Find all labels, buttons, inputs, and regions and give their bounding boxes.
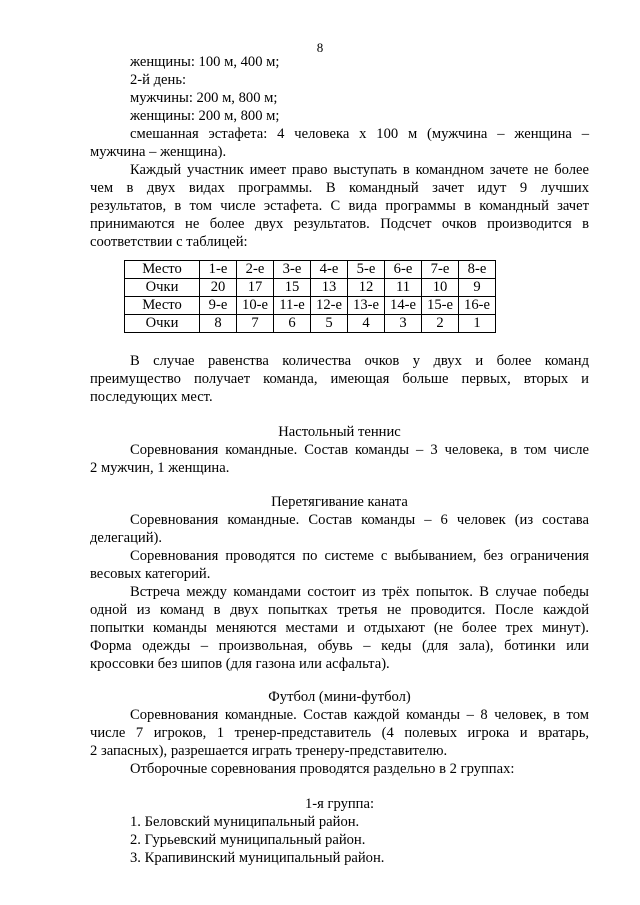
list-item: 3. Крапивинский муниципальный район. <box>130 850 385 866</box>
table-cell: 16-е <box>459 297 496 315</box>
body-line: попытки команды меняются местами и отдыхают (не более трех минут). <box>90 620 589 636</box>
table-cell: 8 <box>200 315 237 333</box>
table-row <box>125 315 496 333</box>
group-heading: 1-я группа: <box>304 796 375 812</box>
section-heading: Перетягивание каната <box>271 494 408 510</box>
table-cell: 15 <box>274 279 311 297</box>
body-line: Соревнования командные. Состав команды – 3 человека, в том числе <box>130 442 589 458</box>
team-paragraph-line: чем в двух видах программы. В командный зачет идут 9 лучших <box>90 180 589 196</box>
body-line: 2 мужчин, 1 женщина. <box>90 460 230 476</box>
table-cell: 3 <box>385 315 422 333</box>
table-row <box>125 297 496 315</box>
body-line: Встреча между командами состоит из трёх попыток. В случае победы <box>130 584 589 600</box>
relay-line: смешанная эстафета: 4 человека х 100 м (мужчина – женщина – <box>130 126 589 142</box>
table-cell: 11-е <box>274 297 311 315</box>
list-item: 2. Гурьевский муниципальный район. <box>130 832 366 848</box>
table-cell: 9 <box>459 279 496 297</box>
table-cell: Место <box>125 297 200 315</box>
body-line: Соревнования командные. Состав каждой команды – 8 человек, в том <box>130 707 589 723</box>
body-line: 2 запасных), разрешается играть тренеру-представителю. <box>90 743 448 759</box>
body-line: Отборочные соревнования проводятся раздельно в 2 группах: <box>130 761 515 777</box>
team-paragraph-line: соответствии с таблицей: <box>90 234 248 250</box>
table-cell: 11 <box>385 279 422 297</box>
schedule-line: женщины: 100 м, 400 м; <box>130 54 280 70</box>
body-line: кроссовки без шипов (для газона или асфальта). <box>90 656 390 672</box>
team-paragraph-line: результатов, в том числе эстафета. С вида программы в командный зачет <box>90 198 589 214</box>
schedule-line: женщины: 200 м, 800 м; <box>130 108 280 124</box>
team-paragraph-line: принимаются не более двух результатов. Подсчет очков производится в <box>90 216 589 232</box>
table-cell: 6 <box>274 315 311 333</box>
score-table <box>124 260 496 333</box>
table-cell: 6-е <box>385 261 422 279</box>
table-cell: 2-е <box>237 261 274 279</box>
table-cell: 14-е <box>385 297 422 315</box>
table-cell: 2 <box>422 315 459 333</box>
body-line: делегаций). <box>90 530 163 546</box>
table-cell: Очки <box>125 279 200 297</box>
table-cell: 3-е <box>274 261 311 279</box>
list-item: 1. Беловский муниципальный район. <box>130 814 360 830</box>
body-line: Соревнования командные. Состав команды – 6 человек (из состава <box>130 512 589 528</box>
table-cell: 12-е <box>311 297 348 315</box>
table-row <box>125 279 496 297</box>
table-cell: 7 <box>237 315 274 333</box>
table-cell: 13-е <box>348 297 385 315</box>
tie-paragraph-line: преимущество получает команда, имеющая больше первых, вторых и <box>90 371 589 387</box>
schedule-line: 2-й день: <box>130 72 187 88</box>
table-cell: 20 <box>200 279 237 297</box>
table-cell: 17 <box>237 279 274 297</box>
table-cell: 4-е <box>311 261 348 279</box>
body-line: одной из команд в двух попытках третья не проводится. После каждой <box>90 602 589 618</box>
table-cell: Место <box>125 261 200 279</box>
schedule-line: мужчины: 200 м, 800 м; <box>130 90 278 106</box>
body-line: весовых категорий. <box>90 566 211 582</box>
table-cell: 1 <box>459 315 496 333</box>
relay-line: мужчина – женщина). <box>90 144 227 160</box>
table-cell: 12 <box>348 279 385 297</box>
table-cell: 4 <box>348 315 385 333</box>
table-cell: 5-е <box>348 261 385 279</box>
table-cell: Очки <box>125 315 200 333</box>
body-line: Соревнования проводятся по системе с выбыванием, без ограничения <box>130 548 589 564</box>
table-cell: 9-е <box>200 297 237 315</box>
team-paragraph-line: Каждый участник имеет право выступать в командном зачете не более <box>130 162 589 178</box>
tie-paragraph-line: последующих мест. <box>90 389 213 405</box>
page-number: 8 <box>316 40 324 55</box>
table-row <box>125 261 496 279</box>
tie-paragraph-line: В случае равенства количества очков у двух и более команд <box>130 353 589 369</box>
body-line: числе 7 игроков, 1 тренер-представитель (4 полевых игрока и вратарь, <box>90 725 589 741</box>
section-heading: Настольный теннис <box>278 424 401 440</box>
table-cell: 13 <box>311 279 348 297</box>
body-line: Форма одежды – произвольная, обувь – кеды (для зала), ботинки или <box>90 638 589 654</box>
table-cell: 7-е <box>422 261 459 279</box>
table-cell: 8-е <box>459 261 496 279</box>
table-cell: 1-е <box>200 261 237 279</box>
table-cell: 5 <box>311 315 348 333</box>
table-cell: 15-е <box>422 297 459 315</box>
table-cell: 10-е <box>237 297 274 315</box>
section-heading: Футбол (мини-футбол) <box>268 689 411 705</box>
table-cell: 10 <box>422 279 459 297</box>
